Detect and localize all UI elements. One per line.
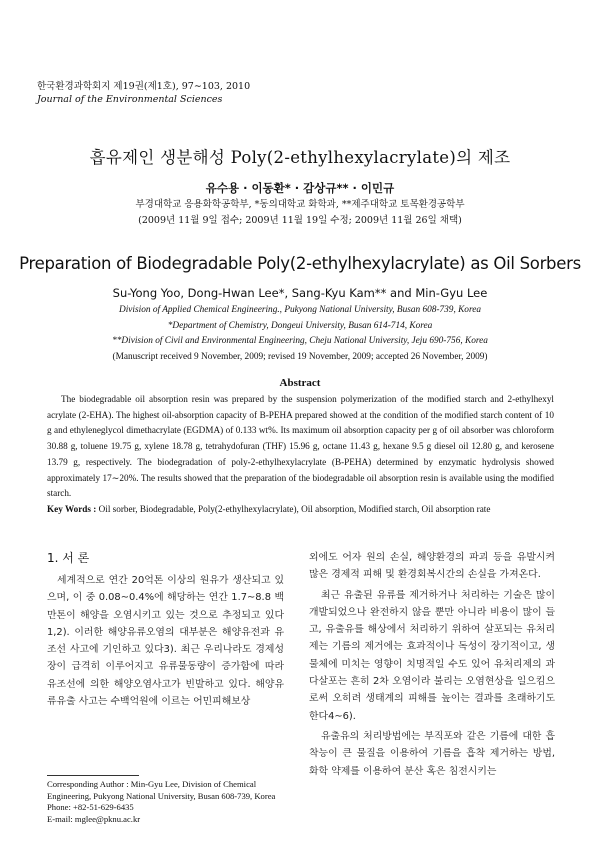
corresponding-author-note	[47, 779, 287, 825]
keywords-label: Key Words :	[47, 504, 97, 514]
affiliation-english-1: Division of Applied Chemical Engineering., Pukyong National University, Busan 608-739, Korea	[118, 305, 482, 315]
authors-korean: 유수용 · 이동환* · 감상규** · 이민규	[205, 181, 395, 195]
intro-right-paragraph-1: 외에도 어자 원의 손실, 해양환경의 파괴 등을 유발시켜 많은 경제적 피해 및 환경회복시간의 손실을 가져온다.	[309, 552, 555, 581]
intro-left-column: 세계적으로 연간 20억톤 이상의 원유가 생산되고 있으며, 이 중 0.08∼0.4%에 해당하는 연간 1.7∼8.8 백만톤이 해양을 오염시키고 있는 것으로 추정되고 있다1,2). 이러한 해양유류오염의 대부분은 해양유전과 유조선 사고에 기인하고 있다3). 최근 우리나라도 경제성장이 급격히 이루어지고 유류물동량이 증가함에 따라 유조선에 의한 해양오염사고가 빈발하고 있다. 해양유류유출 사고는 수백억원에 이르는 어민피해보상	[47, 575, 284, 708]
footnote-divider	[47, 775, 139, 776]
abstract-text: The biodegradable oil absorption resin was prepared by the suspension polymerization of the modified starch and 2-ethylhexyl acrylate (2-EHA). The highest oil-absorption capacity of B-PEHA prepared showed at the condition of the modified starch content of 10 g and ethyleneglycol dimethacrylate (EGDMA) of 0.133 wt%. Its maximum oil absorption capacity per g of oil absorber was chloroform 30.88 g, toluene 19.75 g, xylene 18.78 g, tetrahydofuran (THF) 15.96 g, octane 11.43 g, hexane 9.5 g diesel oil 12.80 g, and kerosene 13.79 g, respectively. The biodegradation of poly-2-ethylhexylacrylate (B-PEHA) determined by enzymatic hydrolysis showed approximately 17∼20%. The results showed that the preparation of the biodegradable oil absorption resin is available using the modified starch.	[47, 394, 554, 499]
title-english: Preparation of Biodegradable Poly(2-ethylhexylacrylate) as Oil Sorbers	[19, 254, 581, 273]
section-heading-introduction: 1. 서 론	[47, 551, 90, 565]
affiliation-korean: 부경대학교 응용화학공학부, *동의대학교 화학과, **제주대학교 토목환경공학부	[135, 199, 465, 210]
affiliation-english-block	[0, 303, 600, 365]
journal-header	[37, 80, 250, 106]
intro-right-paragraph-3: 유출유의 처리방법에는 부직포와 같은 기름에 대한 흡착능이 큰 물질을 이용하여 기름을 흡착 제거하는 방법, 화학 약제를 이용하여 분산 혹은 침전시키는	[309, 730, 555, 777]
journal-name-en: Journal of the Environmental Sciences	[37, 94, 223, 105]
affiliation-korean-block	[0, 197, 600, 229]
abstract-heading: Abstract	[279, 377, 321, 389]
dates-korean: (2009년 11월 9일 접수; 2009년 11월 19일 수정; 2009년 11월 26일 채택)	[138, 215, 462, 226]
authors-english: Su-Yong Yoo, Dong-Hwan Lee*, Sang-Kyu Kam** and Min-Gyu Lee	[112, 286, 488, 300]
dates-english: (Manuscript received 9 November, 2009; revised 19 November, 2009; accepted 26 November, 2009)	[112, 351, 488, 362]
corresponding-email: E-mail: mglee@pknu.ac.kr	[47, 813, 141, 824]
keywords-list: Oil sorber, Biodegradable, Poly(2-ethylhexylacrylate), Oil absorption, Modified starch, Oil absorption rate	[98, 504, 491, 514]
title-korean: 흡유제인 생분해성 Poly(2-ethylhexylacrylate)의 제조	[89, 148, 511, 167]
keywords-line	[47, 504, 554, 514]
affiliation-english-2: *Department of Chemistry, Dongeui University, Busan 614-714, Korea	[167, 320, 433, 331]
corresponding-author: Corresponding Author : Min-Gyu Lee, Division of Chemical Engineering, Pukyong National University, Busan 608-739, Korea	[47, 779, 276, 801]
intro-right-paragraph-2: 최근 유출된 유류를 제거하거나 처리하는 기술은 많이 개발되었으나 완전하지 않을 뿐만 아니라 비용이 많이 들고, 유출유를 해상에서 처리하기 위하여 살포되는 유처리제는 기름의 제거에는 효과적이나 독성이 장기적이고, 생물체에 미치는 영향이 치명적일 수도 있어 유처리제의 과다살포는 흔히 2차 오염이라 불리는 오염현상을 일으킴으로써 오히려 생태계의 피해를 높이는 결과를 초래하기도 한다4∼6).	[309, 589, 555, 722]
corresponding-phone: Phone: +82-51-629-6435	[47, 802, 134, 813]
intro-right-column	[309, 549, 555, 783]
affiliation-english-3: **Division of Civil and Environmental Engineering, Cheju National University, Jeju 690-756, Korea	[112, 336, 488, 346]
journal-citation-ko: 한국환경과학회지 제19권(제1호), 97∼103, 2010	[37, 81, 251, 92]
